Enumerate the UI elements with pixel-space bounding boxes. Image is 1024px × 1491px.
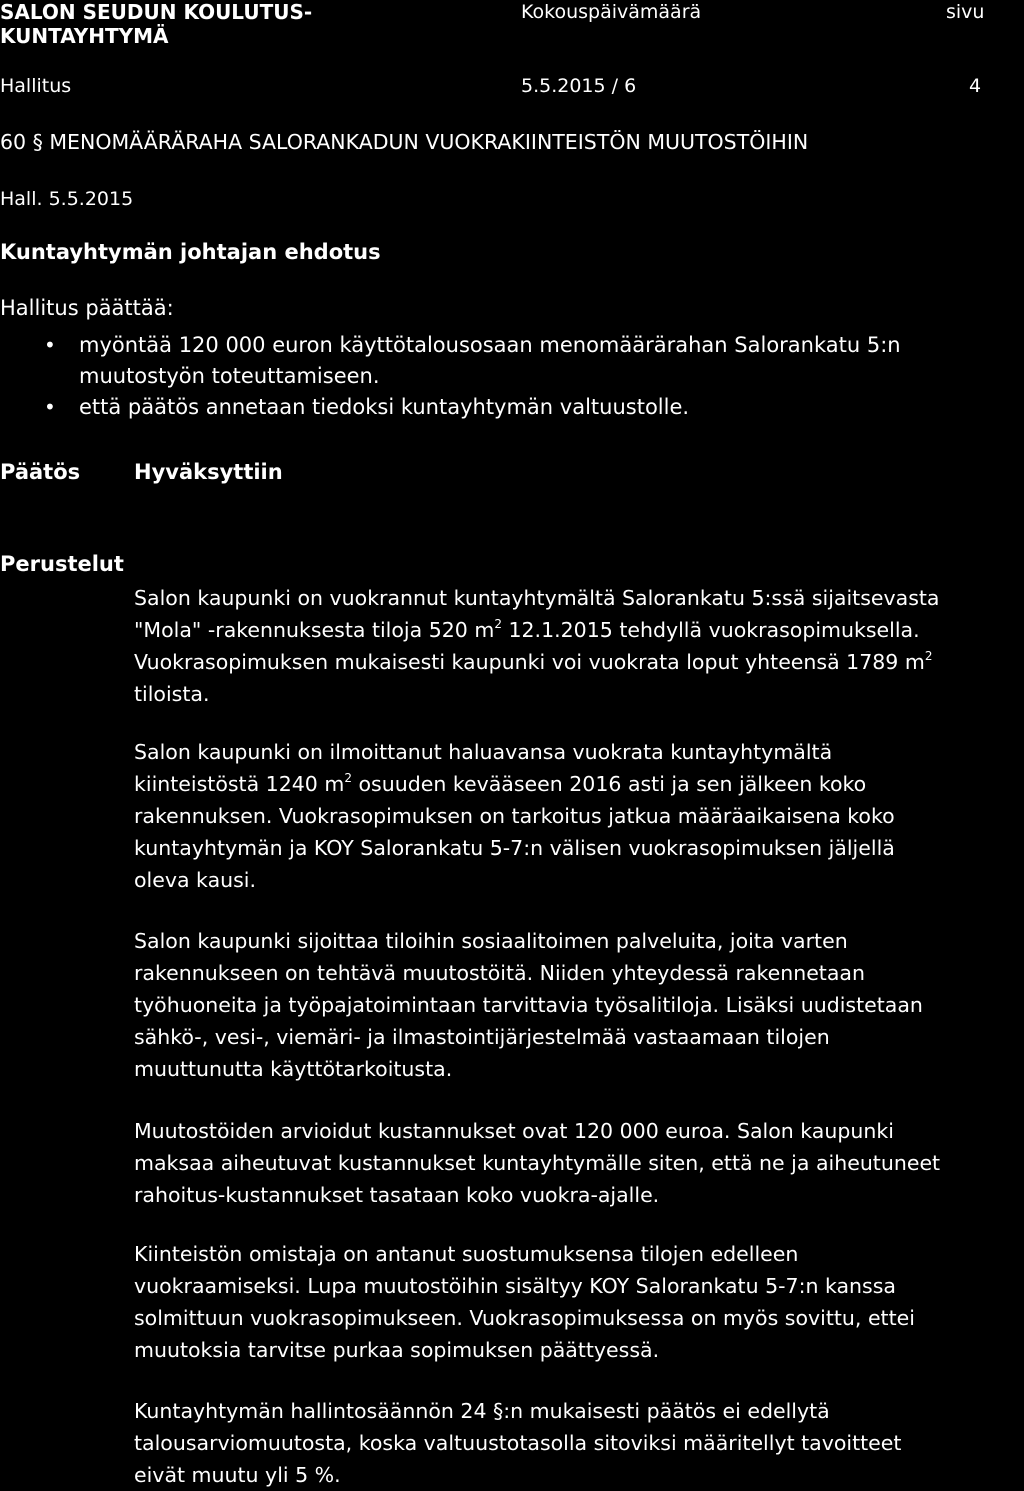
text-line: oleva kausi. <box>134 868 257 892</box>
organization-name-line2: KUNTAYHTYMÄ <box>0 24 169 48</box>
text-line: solmittuun vuokrasopimukseen. Vuokrasopimuksessa on myös sovittu, ettei <box>134 1306 915 1330</box>
text-line: talousarviomuutosta, koska valtuustotasolla sitoviksi määritellyt tavoitteet <box>134 1431 902 1455</box>
bullet-item: myöntää 120 000 euron käyttötalousosaan menomäärärahan Salorankatu 5:n <box>79 333 901 357</box>
meeting-date: 5.5.2015 / 6 <box>521 75 637 97</box>
rationale-paragraph <box>134 925 1024 1085</box>
text-line: Kuntayhtymän hallintosäännön 24 §:n mukaisesti päätös ei edellytä <box>134 1399 830 1423</box>
rationale-paragraph <box>134 1115 1024 1211</box>
organization-name-line1: SALON SEUDUN KOULUTUS- <box>0 0 313 24</box>
rationale-paragraph <box>134 582 1024 710</box>
decision-label: Päätös <box>0 460 81 484</box>
text-line: Salon kaupunki on ilmoittanut haluavansa vuokrata kuntayhtymältä <box>134 740 833 764</box>
text-line: muutoksia tarvitse purkaa sopimuksen päättyessä. <box>134 1338 660 1362</box>
decision-intro: Hallitus päättää: <box>0 296 174 320</box>
text-line: rahoitus-kustannukset tasataan koko vuokra-ajalle. <box>134 1183 660 1207</box>
text-line: vuokraamiseksi. Lupa muutostöihin sisältyy KOY Salorankatu 5-7:n kanssa <box>134 1274 896 1298</box>
text-line: rakennukseen on tehtävä muutostöitä. Niiden yhteydessä rakennetaan <box>134 961 865 985</box>
bullet-icon: • <box>44 333 56 357</box>
proposal-heading: Kuntayhtymän johtajan ehdotus <box>0 240 381 264</box>
text-line: eivät muutu yli 5 %. <box>134 1463 341 1487</box>
text-line: tiloista. <box>134 682 210 706</box>
text-line: muuttunutta käyttötarkoitusta. <box>134 1057 453 1081</box>
rationale-paragraph <box>134 736 1024 896</box>
text-line: kiinteistöstä 1240 $m^2$ osuuden kevääseen 2016 asti ja sen jälkeen koko <box>134 771 867 796</box>
rationale-paragraph <box>134 1238 1024 1366</box>
text-line: Kiinteistön omistaja on antanut suostumuksensa tilojen edelleen <box>134 1242 799 1266</box>
body-name: Hallitus <box>0 75 72 97</box>
decision-value: Hyväksyttiin <box>134 460 283 484</box>
text-line: työhuoneita ja työpajatoimintaan tarvittavia työsalitiloja. Lisäksi uudistetaan <box>134 993 923 1017</box>
text-line: Vuokrasopimuksen mukaisesti kaupunki voi vuokrata loput yhteensä 1789 $m^2$ <box>134 649 933 674</box>
meeting-reference: Hall. 5.5.2015 <box>0 188 134 210</box>
bullet-item-continuation: muutostyön toteuttamiseen. <box>79 364 380 388</box>
page-number: 4 <box>969 75 982 97</box>
section-title: 60 § MENOMÄÄRÄRAHA SALORANKADUN VUOKRAKIINTEISTÖN MUUTOSTÖIHIN <box>0 130 809 154</box>
meeting-date-label: Kokouspäivämäärä <box>521 1 702 23</box>
rationale-paragraph <box>134 1395 1024 1491</box>
text-line: Muutostöiden arvioidut kustannukset ovat 120 000 euroa. Salon kaupunki <box>134 1119 894 1143</box>
bullet-icon: • <box>44 395 56 419</box>
rationale-heading: Perustelut <box>0 552 124 576</box>
text-line: maksaa aiheutuvat kustannukset kuntayhtymälle siten, että ne ja aiheutuneet <box>134 1151 941 1175</box>
page-label: sivu <box>946 1 985 23</box>
text-line: Salon kaupunki on vuokrannut kuntayhtymältä Salorankatu 5:ssä sijaitsevasta <box>134 586 940 610</box>
text-line: "Mola" -rakennuksesta tiloja 520 $m^2$ 12.1.2015 tehdyllä vuokrasopimuksella. <box>134 617 920 642</box>
text-line: sähkö-, vesi-, viemäri- ja ilmastointijärjestelmää vastaamaan tilojen <box>134 1025 830 1049</box>
text-line: rakennuksen. Vuokrasopimuksen on tarkoitus jatkua määräaikaisena koko <box>134 804 895 828</box>
organization-name <box>0 0 312 48</box>
text-line: kuntayhtymän ja KOY Salorankatu 5-7:n välisen vuokrasopimuksen jäljellä <box>134 836 895 860</box>
bullet-item: että päätös annetaan tiedoksi kuntayhtymän valtuustolle. <box>79 395 690 419</box>
text-line: Salon kaupunki sijoittaa tiloihin sosiaalitoimen palveluita, joita varten <box>134 929 848 953</box>
